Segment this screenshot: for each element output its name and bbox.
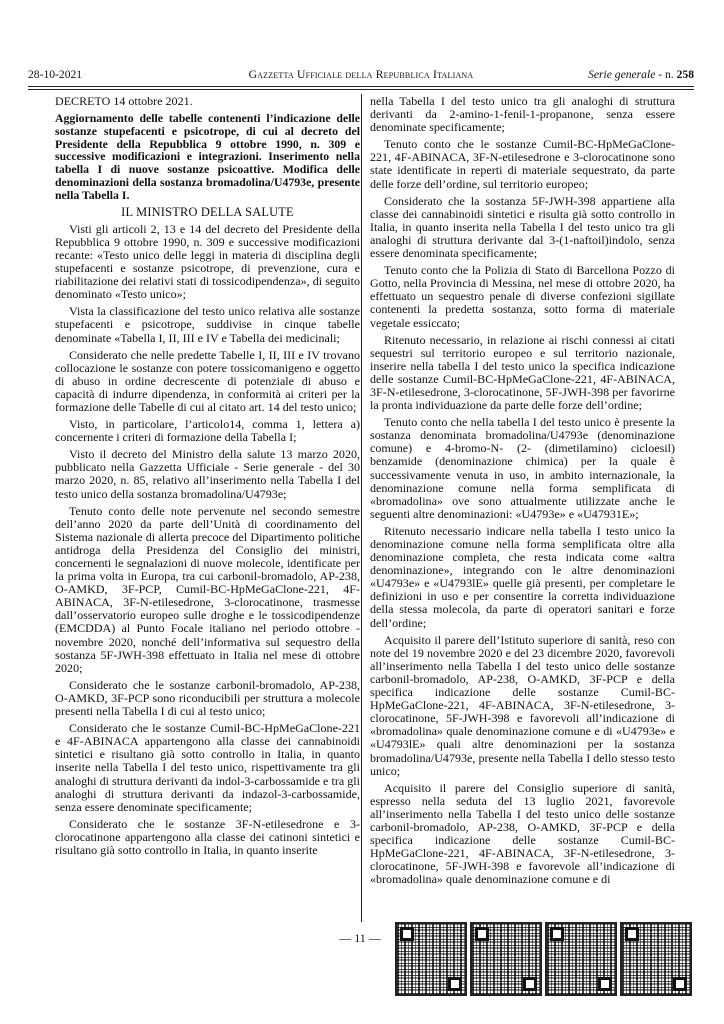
right-paragraph: Acquisito il parere del Consiglio superiore di sanità, espresso nella seduta del 13 luglio 2021, favorevole all’inserimento nella Tabella I del testo unico delle sostanze carbonil-bromadolo, AP-238, O-AMKD, 3F-PCP e della specifica indicazione delle sostanze Cumil-BC-HpMeGaClone-221, 4F-ABINACA, 3F-N-etilesedrone, 3-clorocatinone, 5F-JWH-398 e favorevole all’indicazione di «bromadolina» quale denominazione comune e di: [370, 780, 675, 887]
header-number-prefix: - n.: [655, 68, 677, 81]
qr-code: [545, 922, 617, 996]
right-paragraph: Tenuto conto che le sostanze Cumil-BC-HpMeGaClone-221, 4F-ABINACA, 3F-N-etilesedrone e 3-clorocatinone sono state identificate in reperti di materiale sequestrato, da parte delle forze dell’ordine, sul territorio europeo;: [370, 137, 675, 191]
qr-code: [620, 922, 692, 996]
right-column: [370, 95, 675, 921]
right-paragraph: Considerato che la sostanza 5F-JWH-398 appartiene alla classe dei cannabinoidi sintetici e risulta già sotto controllo in Italia, in quanto inserita nella Tabella I del testo unico tra gli analoghi di struttura derivante dal 3-(1-naftoil)indolo, senza essere denominata specificamente;: [370, 193, 675, 261]
right-paragraph: Ritenuto necessario indicare nella tabella I testo unico la denominazione comune nella forma semplificata oltre alla denominazione completa, che resta indicata come «altra denominazione», integrando con le altre denominazioni «U4793e» e «U4793lE» quelle già presenti, per completare le definizioni in uso e per consentire la corretta individuazione della stessa molecola, da parte di operatori sanitari e forze dell’ordine;: [370, 523, 675, 630]
page-number: — 11 —: [339, 931, 381, 945]
left-paragraph: Vista la classificazione del testo unico relativa alle sostanze stupefacenti e psicotrope, suddivise in cinque tabelle denominate «Tabella I, II, III e IV e Tabella dei medicinali;: [55, 304, 360, 345]
header-date: 28-10-2021: [28, 68, 83, 81]
minister-heading: IL MINISTRO DELLA SALUTE: [121, 204, 294, 219]
qr-code: [470, 922, 542, 996]
column-divider: [361, 94, 362, 922]
header-series: [588, 66, 694, 84]
left-paragraph: Considerato che nelle predette Tabelle I, II, III e IV trovano collocazione le sostanze con potere tossicomanigeno e oggetto di abuso in ordine decrescente di potenziale di abuso e capacità di indurre dipendenza, in conformità ai criteri per la formazione delle Tabelle di cui al citato art. 14 del testo unico;: [55, 347, 360, 414]
qr-code: [395, 922, 467, 996]
right-paragraph: Acquisito il parere dell’Istituto superiore di sanità, reso con note del 19 novembre 2020 e del 23 dicembre 2020, favorevoli all’inserimento nella Tabella I del testo unico delle sostanze carbonil-bromadolo, AP-238, O-AMKD, 3F-PCP e della specifica indicazione delle sostanze Cumil-BC-HpMeGaClone-221, 4F-ABINACA, 3F-N-etilesedrone, 3-clorocatinone, 5F-JWH-398 e favorevoli all’indicazione di «bromadolina» quale denominazione comune e di «U4793e» e «U4793lE» quali altre denominazioni per la sostanza bromadolina/U4793e, presente nella Tabella I dello stesso testo unico;: [370, 632, 675, 778]
right-paragraph: Tenuto conto che nella tabella I del testo unico è presente la sostanza denominata bromadolina/U4793e (denominazione comune) e 4-bromo-N- (2- (dimetilamino) cicloesil) benzamide (denominazione chimica) per la quale è successivamente venuta in uso, in ambito internazionale, la denominazione comune nella forma semplificata di «bromadolina» ove sono attualmente utilizzate anche le seguenti altre denominazioni: «U4793e» e «U47931E»;: [370, 415, 675, 521]
header-title: Gazzetta Ufficiale della Repubblica Italiana: [248, 68, 474, 81]
left-paragraph: Considerato che le sostanze carbonil-bromadolo, AP-238, O-AMKD, 3F-PCP sono riconducibili per struttura a molecole presenti nella Tabella I di cui al testo unico;: [55, 677, 360, 719]
right-paragraph: Ritenuto necessario, in relazione ai rischi connessi ai citati sequestri sul territorio europeo e sul territorio nazionale, inserire nella tabella I del testo unico la specifica indicazione delle sostanze Cumil-BC-HpMeGaClone-221, 4F-ABINACA, 3F-N-etilesedrone, 3-clorocatinone, 5F-JWH-398 per favorirne la pronta individuazione da parte delle forze dell’ordine;: [370, 332, 675, 413]
left-paragraph: Visto, in particolare, l’articolo14, comma 1, lettera a) concernente i criteri di formazione della Tabella I;: [55, 417, 360, 445]
left-column: [55, 95, 360, 921]
page-header: [28, 66, 694, 84]
header-rule-thin: [28, 89, 694, 90]
decree-title: DECRETO 14 ottobre 2021.: [55, 95, 193, 108]
header-rule: [28, 86, 694, 87]
decree-subject: Aggiornamento delle tabelle contenenti l’indicazione delle sostanze stupefacenti e psicotrope, di cui al decreto del Presidente della Repubblica 9 ottobre 1990, n. 309 e successive modificazioni e integrazioni. Inserimento nella tabella I di nuove sostanze psicoattive. Modifica delle denominazioni della sostanza bromadolina/U4793e, presente nella Tabella I.: [55, 111, 360, 202]
left-paragraph: Considerato che le sostanze 3F-N-etilesedrone e 3-clorocatinone appartengono alla classe dei catinoni sintetici e risultano già sotto controllo in Italia, in quanto inserite: [55, 816, 360, 857]
header-series-label: Serie generale: [588, 68, 656, 81]
left-paragraph: Visti gli articoli 2, 13 e 14 del decreto del Presidente della Repubblica 9 ottobre 1990, n. 309 e successive modificazioni recante: «Testo unico delle leggi in materia di disciplina degli stupefacenti e sostanze psicotrope, di prevenzione, cura e riabilitazione dei relativi stati di tossicodipendenza», di seguito denominato «Testo unico»;: [55, 221, 360, 302]
left-paragraph: Visto il decreto del Ministro della salute 13 marzo 2020, pubblicato nella Gazzetta Ufficiale - Serie generale - del 30 marzo 2020, n. 85, relativo all’inserimento nella Tabella I del testo unico della sostanza bromadolina/U4793e;: [55, 447, 360, 501]
right-paragraph: nella Tabella I del testo unico tra gli analoghi di struttura derivanti da 2-amino-1-fenil-1-propanone, senza essere denominate specificamente;: [370, 95, 675, 135]
left-paragraph: Tenuto conto delle note pervenute nel secondo semestre dell’anno 2020 da parte dell’Unità di coordinamento del Sistema nazionale di allerta precoce del Dipartimento politiche antidroga della Presidenza del Consiglio dei ministri, concernenti le segnalazioni di nuove molecole, identificate per la prima volta in Europa, tra cui carbonil-bromadolo, AP-238, O-AMKD, 3F-PCP, Cumil-BC-HpMeGaClone-221, 4F-ABINACA, 3F-N-etilesedrone, 3-clorocatinone, trasmesse dall’osservatorio europeo sulle droghe e le tossicodipendenze (EMCDDA) al Punto Focale italiano nel periodo ottobre - novembre 2020, nonché dell’informativa sul sequestro della sostanza 5F-JWH-398 effettuato in Italia nel mese di ottobre 2020;: [55, 503, 360, 675]
header-issue-number: 258: [676, 68, 694, 81]
left-paragraph: Considerato che le sostanze Cumil-BC-HpMeGaClone-221 e 4F-ABINACA appartengono alla classe dei cannabinoidi sintetici e risultano già sotto controllo in Italia, in quanto inserite nella Tabella I del testo unico, rispettivamente tra gli analoghi di struttura derivanti da indol-3-carbossamide e tra gli analoghi di struttura derivanti da indazol-3-carbossamide, senza essere denominate specificamente;: [55, 721, 360, 814]
right-paragraph: Tenuto conto che la Polizia di Stato di Barcellona Pozzo di Gotto, nella Provincia di Messina, nel mese di ottobre 2020, ha effettuato un sequestro penale di diverse confezioni sigillate contenenti la predetta sostanza, sotto forma di materiale vegetale essiccato;: [370, 263, 675, 330]
